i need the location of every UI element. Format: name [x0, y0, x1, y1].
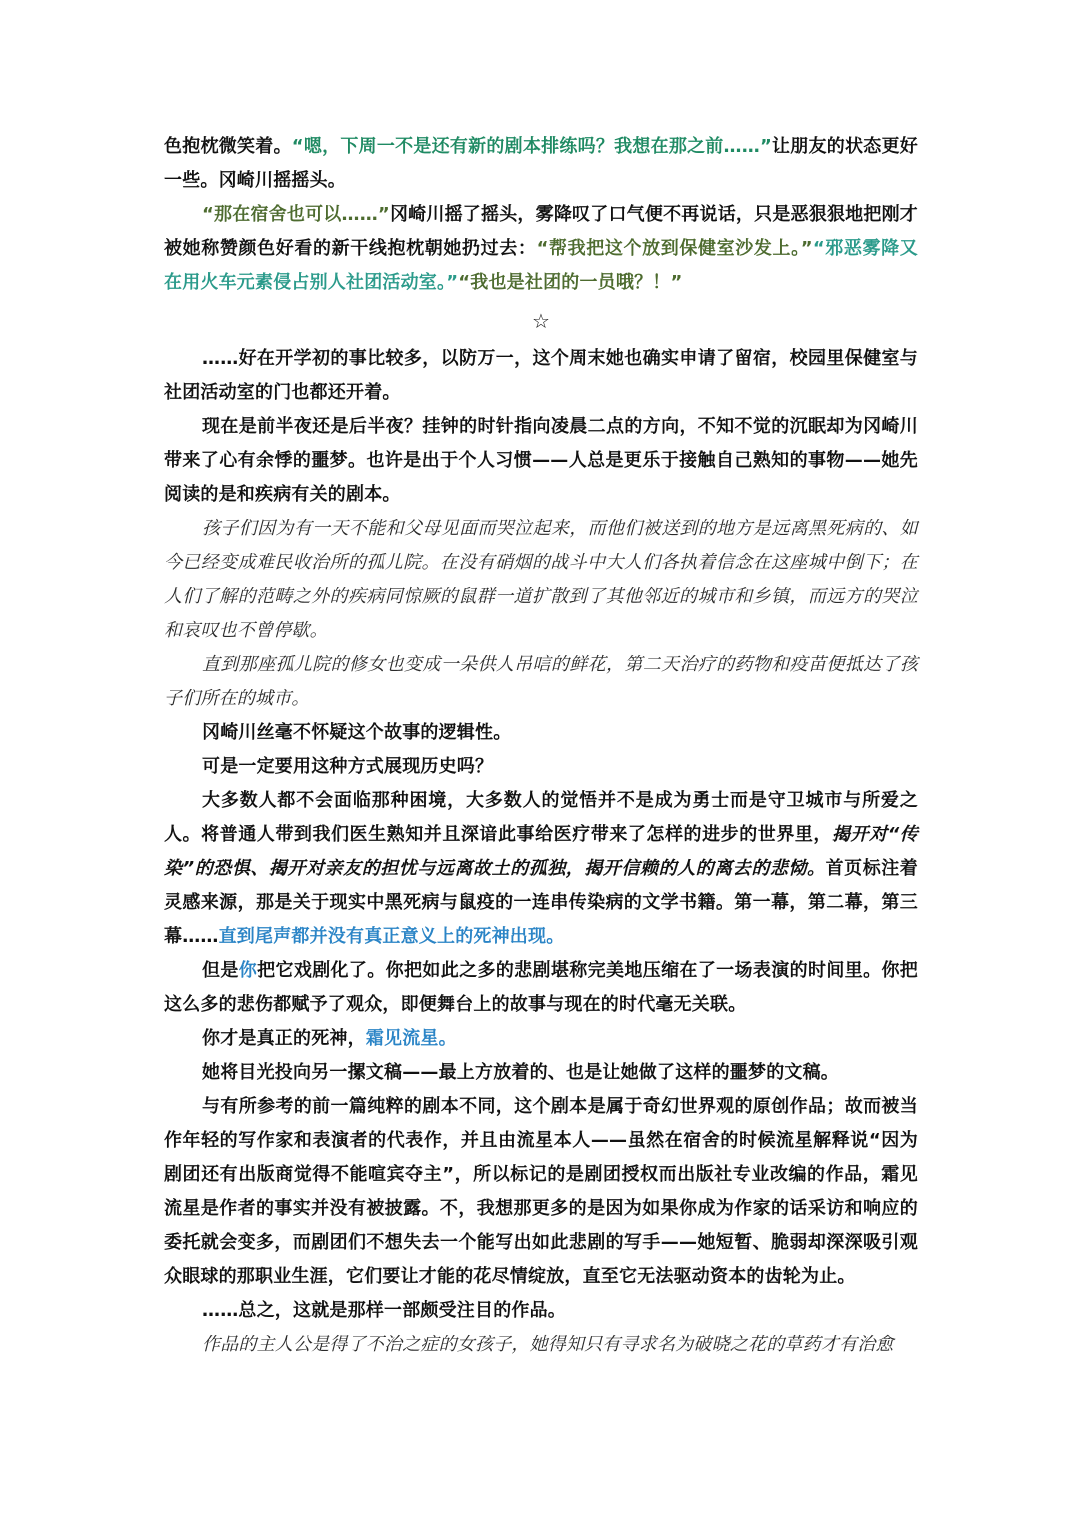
text-segment: 但是: [202, 960, 239, 981]
paragraph: [164, 1090, 918, 1294]
highlighted-text: 你: [238, 960, 258, 981]
paragraph: [164, 130, 918, 198]
paragraph: [164, 750, 918, 784]
body-text: [164, 130, 918, 1362]
paragraph: [164, 1056, 918, 1090]
text-segment: 可是一定要用这种方式展现历史吗？: [202, 756, 494, 777]
highlighted-text: “那在宿舍也可以……”: [202, 204, 390, 225]
text-segment: 她将目光投向另一摞文稿——最上方放着的、也是让她做了这样的噩梦的文稿。: [202, 1062, 839, 1083]
text-segment: 揭开对“传染”的恐惧、揭开对亲友的担忧与远离故土的孤独，揭开信赖的人的离去的悲恸。: [164, 824, 918, 879]
paragraph: [164, 716, 918, 750]
highlighted-text: “嗯，下周一不是还有新的剧本排练吗？我想在那之前……”: [291, 136, 772, 157]
text-segment: 把它戏剧化了。你把如此之多的悲剧堪称完美地压缩在了一场表演的时间里。你把这么多的悲伤都赋予了观众，即便舞台上的故事与现在的时代毫无关联。: [164, 960, 919, 1015]
text-segment: 现在是前半夜还是后半夜？挂钟的时针指向凌晨二点的方向，不知不觉的沉眠却为冈崎川带来了心有余悸的噩梦。也许是出于个人习惯——人总是更乐于接触自己熟知的事物——她先阅读的是和疾病有关的剧本。: [164, 416, 918, 505]
paragraph: [164, 342, 918, 410]
text-segment: ……好在开学初的事比较多，以防万一，这个周末她也确实申请了留宿，校园里保健室与社团活动室的门也都还开着。: [164, 348, 918, 403]
highlighted-text: 霜见流星。: [365, 1028, 457, 1049]
text-segment: 色抱枕微笑着。: [164, 136, 292, 157]
text-segment: 作品的主人公是得了不治之症的女孩子，她得知只有寻求名为破晓之花的草药才有治愈: [202, 1334, 894, 1355]
text-segment: 首页标注着灵感来源，那是关于现实中黑死病与鼠疫的一连串传染病的文学书籍。第一幕，第二幕，第三幕……: [164, 858, 918, 947]
text-segment: ……总之，这就是那样一部颇受注目的作品。: [202, 1300, 566, 1321]
highlighted-text: “邪恶雾降又在用火车元素侵占别人社团活动室。”: [164, 238, 919, 293]
script-excerpt-paragraph: [164, 512, 918, 648]
text-segment: 大多数人都不会面临那种困境，大多数人的觉悟并不是成为勇士而是守卫城市与所爱之人。将普通人带到我们医生熟知并且深谙此事给医疗带来了怎样的进步的世界里，: [164, 790, 918, 845]
paragraph: [164, 198, 918, 300]
highlighted-text: “我也是社团的一员哦？！”: [458, 272, 683, 293]
script-excerpt-paragraph: [164, 1328, 918, 1362]
text-segment: 让朋友的状态更好一些。冈崎川摇摇头。: [164, 136, 918, 191]
paragraph: [164, 1294, 918, 1328]
text-segment: 你才是真正的死神，: [202, 1028, 366, 1049]
paragraph: [164, 954, 918, 1022]
highlighted-text: 直到尾声都并没有真正意义上的死神出现。: [218, 926, 565, 947]
text-segment: 与有所参考的前一篇纯粹的剧本不同，这个剧本是属于奇幻世界观的原创作品；故而被当作年轻的写作家和表演者的代表作，并且由流星本人——虽然在宿舍的时候流星解释说“因为剧团还有出版商觉得不能喧宾夺主”，所以标记的是剧团授权而出版社专业改编的作品，霜见流星是作者的事实并没有被披露。不，我想那更多的是因为如果你成为作家的话采访和响应的委托就会变多，而剧团们不想失去一个能写出如此悲剧的写手——她短暂、脆弱却深深吸引观众眼球的那职业生涯，它们要让才能的花尽情绽放，直至它无法驱动资本的齿轮为止。: [164, 1096, 918, 1287]
text-segment: 冈崎川丝毫不怀疑这个故事的逻辑性。: [202, 722, 512, 743]
text-segment: 孩子们因为有一天不能和父母见面而哭泣起来，而他们被送到的地方是远离黑死病的、如今已经变成难民收治所的孤儿院。在没有硝烟的战斗中大人们各执着信念在这座城中倒下；在人们了解的范畴之外的疾病同惊厥的鼠群一道扩散到了其他邻近的城市和乡镇，而远方的哭泣和哀叹也不曾停歇。: [164, 518, 918, 641]
text-segment: 直到那座孤儿院的修女也变成一朵供人吊唁的鲜花，第二天治疗的药物和疫苗便抵达了孩子们所在的城市。: [164, 654, 918, 709]
text-segment: ☆: [532, 309, 550, 333]
script-excerpt-paragraph: [164, 648, 918, 716]
text-segment: 冈崎川摇了摇头，雾降叹了口气便不再说话，只是恶狠狠地把刚才被她称赞颜色好看的新干线抱枕朝她扔过去：: [164, 204, 919, 259]
section-divider-star: [164, 302, 918, 340]
paragraph: [164, 410, 918, 512]
paragraph: [164, 1022, 918, 1056]
paragraph: [164, 784, 918, 954]
highlighted-text: “帮我把这个放到保健室沙发上。”: [536, 238, 813, 259]
